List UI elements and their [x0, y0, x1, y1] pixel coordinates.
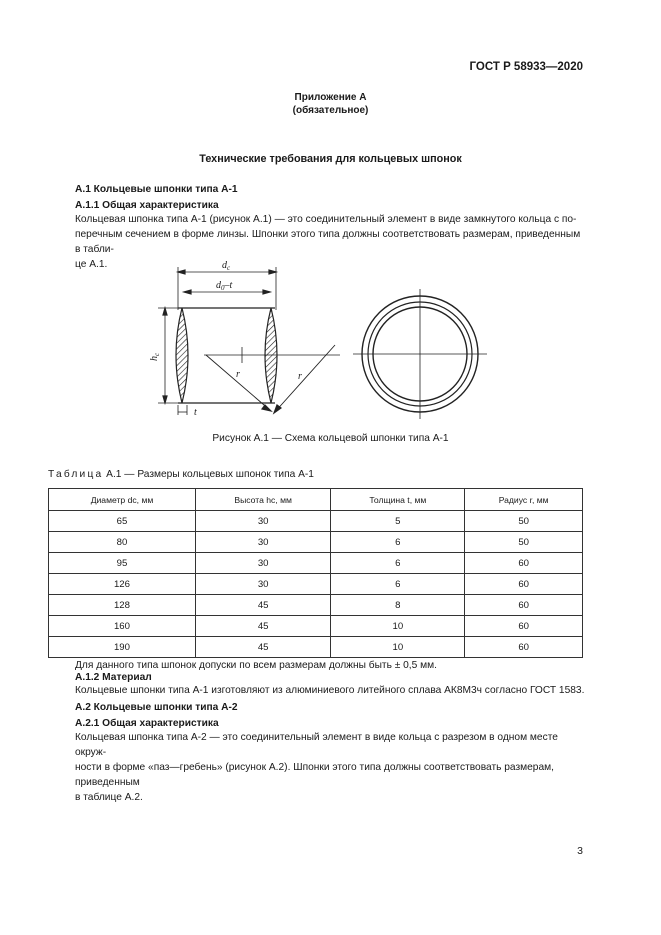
table-row	[49, 616, 583, 637]
cell: 60	[465, 595, 583, 616]
paragraph-line: в таблице А.2.	[75, 792, 143, 803]
appendix-subtitle: (обязательное)	[292, 105, 369, 116]
cell: 10	[331, 616, 465, 637]
cell: 60	[465, 616, 583, 637]
table-label	[48, 469, 314, 480]
heading-a2: А.2 Кольцевые шпонки типа А-2	[75, 702, 238, 713]
paragraph-line: це А.1.	[75, 259, 108, 270]
paragraph-a21	[75, 730, 585, 805]
cell: 50	[465, 511, 583, 532]
material-text: Кольцевые шпонки типа А-1 изготовляют из алюминиевого литейного сплава АК8М3ч согласно ГОСТ 1583.	[75, 685, 585, 696]
paragraph-line: ности в форме «паз—гребень» (рисунок А.2). Шпонки этого типа должны соответствовать размерам, приведенным	[75, 762, 554, 788]
standard-number: ГОСТ Р 58933—2020	[469, 61, 583, 73]
table-row	[49, 511, 583, 532]
heading-a12: А.1.2 Материал	[75, 672, 152, 683]
header-radius: Радиус r, мм	[465, 489, 583, 511]
cell: 30	[195, 553, 330, 574]
cell: 8	[331, 595, 465, 616]
paragraph-line: Кольцевая шпонка типа А-2 — это соединительный элемент в виде кольца с разрезом в одном месте окруж-	[75, 732, 558, 758]
dim-d0t-label: $d_0-t$	[216, 280, 233, 292]
ring-plan-view	[353, 289, 487, 419]
dim-dc-label: $d_c$	[222, 260, 231, 272]
figure-a1	[140, 255, 520, 425]
cell: 50	[465, 532, 583, 553]
cell: 65	[49, 511, 196, 532]
radius-label-right: r	[298, 371, 302, 382]
ring-section-view	[158, 267, 340, 415]
cell: 30	[195, 511, 330, 532]
cell: 60	[465, 553, 583, 574]
table-row	[49, 574, 583, 595]
table-row	[49, 595, 583, 616]
radius-label-left: r	[236, 369, 240, 380]
heading-a11: А.1.1 Общая характеристика	[75, 200, 219, 211]
table-row	[49, 553, 583, 574]
header-thickness: Толщина t, мм	[331, 489, 465, 511]
cell: 6	[331, 532, 465, 553]
cell: 45	[195, 637, 330, 658]
paragraph-line: перечным сечением в форме линзы. Шпонки этого типа должны соответствовать размерам, приведенным в табли-	[75, 229, 581, 255]
paragraph-line: Кольцевая шпонка типа А-1 (рисунок А.1) — это соединительный элемент в виде замкнутого кольца с по-	[75, 214, 577, 225]
header-diameter: Диаметр dc, мм	[49, 489, 196, 511]
figure-caption: Рисунок А.1 — Схема кольцевой шпонки типа А-1	[212, 433, 449, 444]
cell: 10	[331, 637, 465, 658]
cell: 45	[195, 595, 330, 616]
cell: 5	[331, 511, 465, 532]
cell: 160	[49, 616, 196, 637]
cell: 95	[49, 553, 196, 574]
cell: 190	[49, 637, 196, 658]
cell: 126	[49, 574, 196, 595]
heading-a1: А.1 Кольцевые шпонки типа А-1	[75, 184, 238, 195]
cell: 128	[49, 595, 196, 616]
cell: 60	[465, 574, 583, 595]
dimensions-table	[48, 488, 583, 658]
heading-a21: А.2.1 Общая характеристика	[75, 718, 219, 729]
table-header-row	[49, 489, 583, 511]
appendix-title: Приложение А	[294, 92, 367, 103]
table-label-word: Таблица	[48, 469, 104, 480]
dim-t-label: t	[194, 407, 197, 418]
header-height: Высота hc, мм	[195, 489, 330, 511]
table-row	[49, 532, 583, 553]
page-number: 3	[577, 845, 583, 857]
tolerance-note: Для данного типа шпонок допуски по всем размерам должны быть ± 0,5 мм.	[75, 660, 437, 671]
table-row	[49, 637, 583, 658]
figure-labels	[149, 260, 302, 418]
dim-hc-label: $h_c$	[149, 352, 161, 361]
cell: 6	[331, 553, 465, 574]
table-label-rest: А.1 — Размеры кольцевых шпонок типа А-1	[103, 469, 314, 480]
cell: 6	[331, 574, 465, 595]
cell: 80	[49, 532, 196, 553]
cell: 30	[195, 532, 330, 553]
cell: 30	[195, 574, 330, 595]
cell: 45	[195, 616, 330, 637]
cell: 60	[465, 637, 583, 658]
section-title: Технические требования для кольцевых шпонок	[199, 153, 462, 165]
